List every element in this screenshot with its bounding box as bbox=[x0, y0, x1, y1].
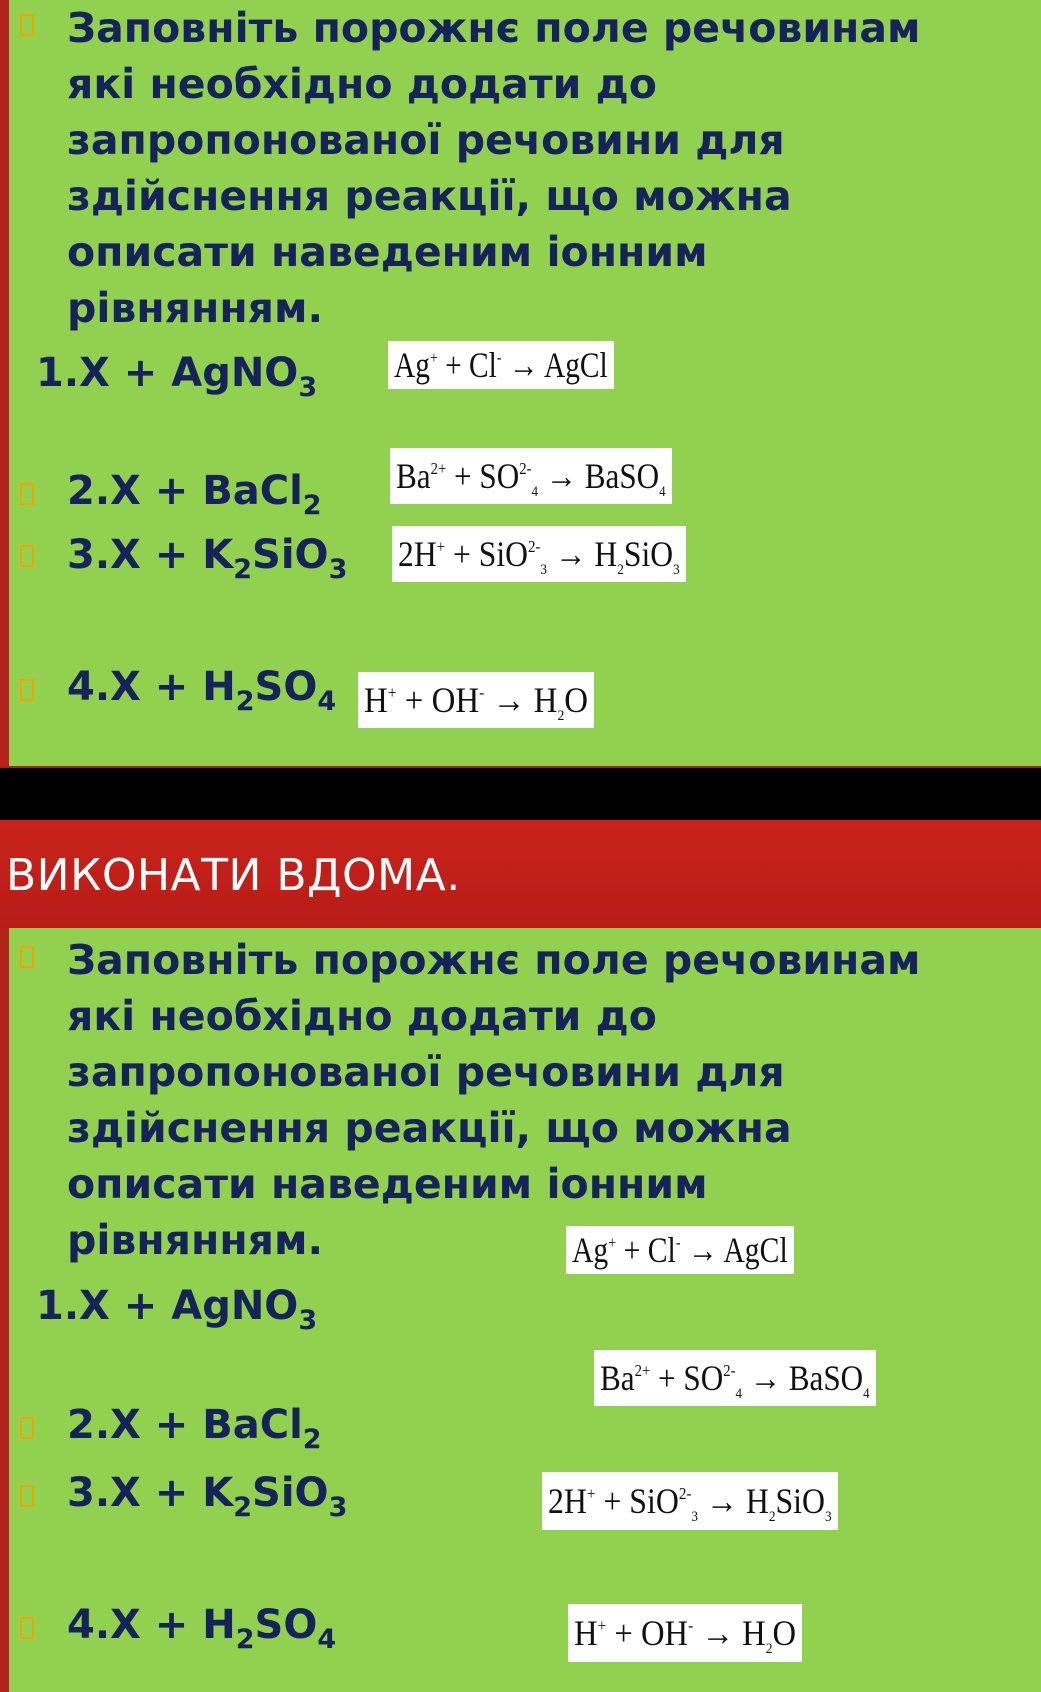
subscript: 3 bbox=[298, 372, 318, 403]
ionic-equation-1: Ag+ + Cl- → AgCl bbox=[566, 1226, 794, 1274]
reagent-text: 1.X + AgNO bbox=[36, 1283, 299, 1329]
reagent-text: 2.X + BaCl bbox=[67, 1402, 303, 1448]
task-line: рівнянням. bbox=[67, 1216, 324, 1264]
reagent-text: 2.X + BaCl bbox=[67, 468, 303, 514]
subscript: 2 bbox=[235, 1624, 255, 1655]
slide-title: ВИКОНАТИ ВДОМА. bbox=[6, 850, 461, 901]
bullet-square-icon bbox=[20, 483, 34, 505]
bullet-square-icon bbox=[20, 545, 34, 567]
task-text bbox=[67, 0, 1041, 336]
subscript: 3 bbox=[298, 1305, 318, 1336]
task-line: описати наведеним іонним bbox=[67, 1160, 708, 1208]
reaction-item-1 bbox=[36, 1283, 318, 1336]
subscript: 2 bbox=[233, 1492, 253, 1523]
slide-bottom-border bbox=[0, 766, 1041, 768]
task-line: Заповніть порожнє поле речовинам bbox=[67, 4, 921, 52]
task-line: які необхідно додати до bbox=[67, 60, 657, 108]
subscript: 2 bbox=[235, 686, 255, 717]
bullet-square-icon bbox=[20, 679, 34, 701]
task-line: рівнянням. bbox=[67, 284, 324, 332]
task-line: здійснення реакції, що можна bbox=[67, 172, 792, 220]
slide-left-border bbox=[0, 928, 9, 1692]
ionic-equation-2: $Ba^{2+} + SO^{2-}_4$ → BaSO$_4$ bbox=[594, 1350, 876, 1406]
task-line: Заповніть порожнє поле речовинам bbox=[67, 936, 921, 984]
reagent-text: 1.X + AgNO bbox=[36, 350, 299, 396]
reaction-item-4 bbox=[67, 664, 337, 717]
bullet-square-icon bbox=[20, 14, 34, 36]
reagent-text: SO bbox=[254, 664, 318, 710]
ionic-equation-3: $2H^+ + SiO^{2-}_3 \to H_2SiO_3$ bbox=[392, 526, 686, 582]
subscript: 2 bbox=[233, 554, 253, 585]
ionic-equation-4: $H^+ + OH^- \to H_2O$ bbox=[568, 1604, 802, 1662]
reagent-text: SiO bbox=[252, 1470, 329, 1516]
bullet-square-icon bbox=[20, 1485, 34, 1507]
reagent-text: 3.X + K bbox=[67, 532, 234, 578]
subscript: 4 bbox=[317, 686, 337, 717]
title-bar bbox=[0, 820, 1041, 928]
ionic-equation-4: $H^+ + OH^- \to H_2O$ bbox=[358, 672, 594, 728]
reaction-item-4 bbox=[67, 1602, 337, 1655]
bullet-square-icon bbox=[20, 1617, 34, 1639]
slide-bottom bbox=[0, 820, 1041, 1692]
subscript: 3 bbox=[328, 554, 348, 585]
task-text bbox=[67, 932, 1041, 1268]
reagent-text: SiO bbox=[252, 532, 329, 578]
subscript: 4 bbox=[317, 1624, 337, 1655]
bullet-square-icon bbox=[20, 946, 34, 968]
slide-separator bbox=[0, 780, 1041, 820]
task-line: здійснення реакції, що можна bbox=[67, 1104, 792, 1152]
reaction-item-1 bbox=[36, 350, 318, 403]
slide-top bbox=[0, 0, 1041, 768]
task-line: які необхідно додати до bbox=[67, 992, 657, 1040]
task-line: запропонованої речовини для bbox=[67, 1048, 785, 1096]
bullet-square-icon bbox=[20, 1417, 34, 1439]
reaction-item-2 bbox=[67, 468, 322, 521]
subscript: 2 bbox=[302, 490, 322, 521]
ionic-equation-2: $Ba^{2+} + SO^{2-}_4$ → BaSO$_4$ bbox=[390, 448, 672, 504]
reaction-item-2 bbox=[67, 1402, 322, 1455]
task-line: запропонованої речовини для bbox=[67, 116, 785, 164]
task-line: описати наведеним іонним bbox=[67, 228, 708, 276]
reagent-text: 4.X + H bbox=[67, 664, 236, 710]
ionic-equation-3: $2H^+ + SiO^{2-}_3 \to H_2SiO_3$ bbox=[542, 1472, 838, 1530]
ionic-equation-1: Ag+ + Cl- → AgCl bbox=[388, 341, 614, 389]
subscript: 3 bbox=[328, 1492, 348, 1523]
reaction-item-3 bbox=[67, 532, 348, 585]
reaction-item-3 bbox=[67, 1470, 348, 1523]
reagent-text: 3.X + K bbox=[67, 1470, 234, 1516]
slide-left-border bbox=[0, 0, 9, 768]
reagent-text: SO bbox=[254, 1602, 318, 1648]
reagent-text: 4.X + H bbox=[67, 1602, 236, 1648]
subscript: 2 bbox=[302, 1424, 322, 1455]
